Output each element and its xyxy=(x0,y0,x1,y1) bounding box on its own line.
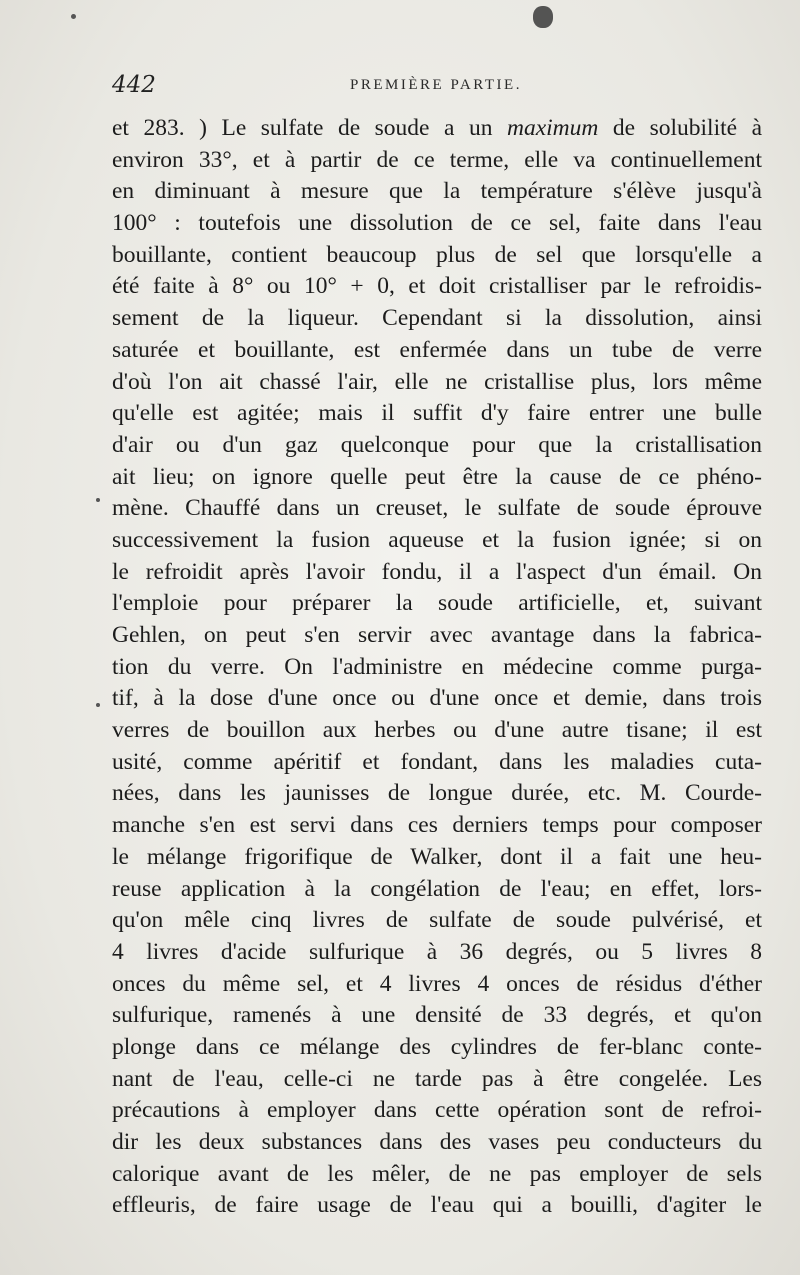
text-line: l'emploie pour préparer la soude artificielle, et, suivant xyxy=(112,590,762,617)
text-line: qu'elle est agitée; mais il suffit d'y faire entrer une bulle xyxy=(112,400,762,427)
text-line: qu'on mêle cinq livres de sulfate de soude pulvérisé, et xyxy=(112,907,762,934)
text-line: d'où l'on ait chassé l'air, elle ne cristallise plus, lors même xyxy=(112,368,762,395)
ink-blot xyxy=(533,6,553,28)
italic-word: maximum xyxy=(506,115,599,141)
text-line: successivement la fusion aqueuse et la fusion ignée; si on xyxy=(112,526,762,553)
text-line: précautions à employer dans cette opération sont de refroi- xyxy=(112,1097,762,1124)
text-line: en diminuant à mesure que la température s'élève jusqu'à xyxy=(112,178,762,205)
text-line: saturée et bouillante, est enfermée dans un tube de verre xyxy=(112,336,762,363)
paper-speck xyxy=(71,14,76,19)
text-line: 4 livres d'acide sulfurique à 36 degrés, ou 5 livres 8 xyxy=(112,938,762,965)
text-line xyxy=(112,113,762,145)
text-line: été faite à 8° ou 10° + 0, et doit cristalliser par le refroidis- xyxy=(112,273,762,300)
text-line: manche s'en est servi dans ces derniers temps pour composer xyxy=(112,812,762,839)
text-line: le mélange frigorifique de Walker, dont il a fait une heu- xyxy=(112,843,762,870)
text-line: environ 33°, et à partir de ce terme, elle va continuellement xyxy=(112,146,762,173)
text-line: nant de l'eau, celle-ci ne tarde pas à être congelée. Les xyxy=(112,1065,762,1092)
text-line: mène. Chauffé dans un creuset, le sulfate de soude éprouve xyxy=(112,495,762,522)
running-head: PREMIÈRE PARTIE. xyxy=(350,77,522,93)
text-line: usité, comme apéritif et fondant, dans les maladies cuta- xyxy=(112,748,762,775)
paper-speck xyxy=(96,498,100,502)
text-line: sulfurique, ramenés à une densité de 33 degrés, et qu'on xyxy=(112,1002,762,1029)
text-line: bouillante, contient beaucoup plus de sel que lorsqu'elle a xyxy=(112,241,762,268)
text-line: effleuris, de faire usage de l'eau qui a bouilli, d'agiter le xyxy=(112,1192,762,1219)
text-line: onces du même sel, et 4 livres 4 onces de résidus d'éther xyxy=(112,970,762,997)
text-line: tion du verre. On l'administre en médecine comme purga- xyxy=(112,653,762,680)
text-line: verres de bouillon aux herbes ou d'une autre tisane; il est xyxy=(112,717,762,744)
text-line: reuse application à la congélation de l'eau; en effet, lors- xyxy=(112,875,762,902)
text-line: calorique avant de les mêler, de ne pas employer de sels xyxy=(112,1160,762,1187)
body-text xyxy=(112,113,762,1222)
text-line: dir les deux substances dans des vases peu conducteurs du xyxy=(112,1129,762,1155)
paper-speck xyxy=(96,703,100,707)
text-line: d'air ou d'un gaz quelconque pour que la cristallisation xyxy=(112,431,762,458)
text-line-segment: et 283. ) Le sulfate de soude a un xyxy=(112,115,493,141)
text-line: ait lieu; on ignore quelle peut être la cause de ce phéno- xyxy=(112,463,762,490)
text-line: 100° : toutefois une dissolution de ce sel, faite dans l'eau xyxy=(112,210,762,237)
page-header xyxy=(112,72,760,106)
text-line: Gehlen, on peut s'en servir avec avantage dans la fabrica- xyxy=(112,622,762,648)
text-line: sement de la liqueur. Cependant si la dissolution, ainsi xyxy=(112,305,762,332)
text-line: nées, dans les jaunisses de longue durée, etc. M. Courde- xyxy=(112,780,762,807)
text-line: le refroidit après l'avoir fondu, il a l'aspect d'un émail. On xyxy=(112,558,762,585)
text-line: plonge dans ce mélange des cylindres de fer-blanc conte- xyxy=(112,1033,762,1060)
text-line: tif, à la dose d'une once ou d'une once et demie, dans trois xyxy=(112,685,762,712)
page-number: 442 xyxy=(112,72,156,98)
text-line-segment: de solubilité à xyxy=(612,115,763,141)
